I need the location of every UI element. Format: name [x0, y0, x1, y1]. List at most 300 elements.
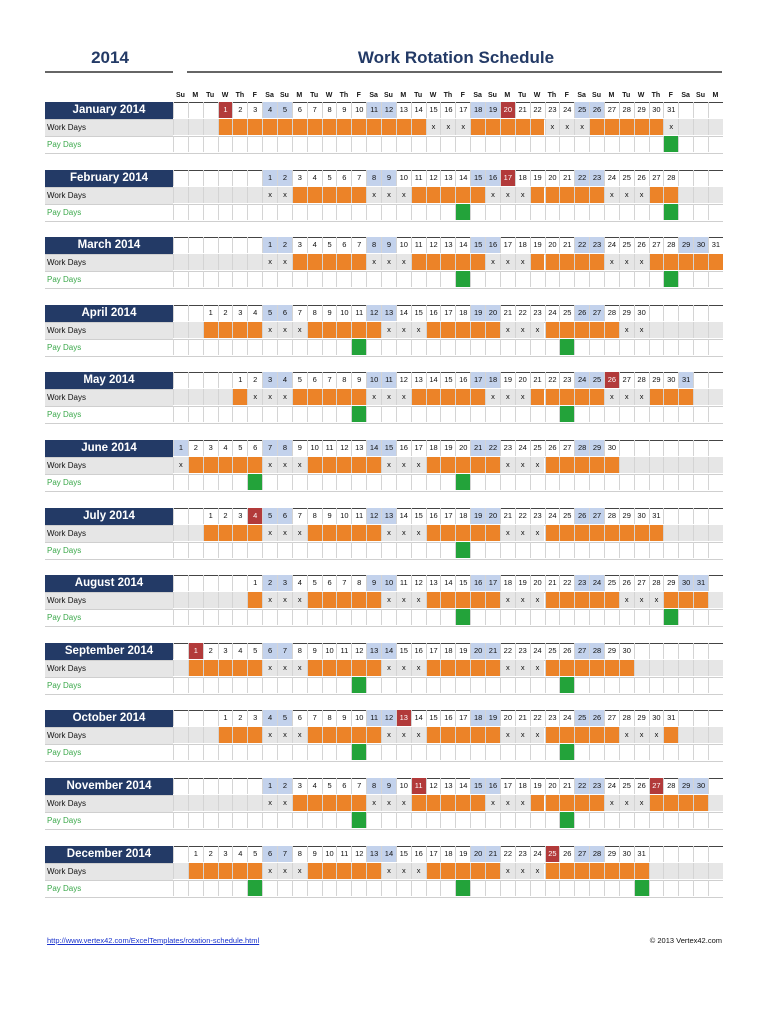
row-divider	[45, 559, 723, 560]
pay-day-cell	[203, 812, 218, 828]
date-cell: 28	[649, 575, 664, 591]
pay-day-cell	[396, 609, 411, 625]
work-day-cell	[307, 389, 322, 405]
work-day-cell	[678, 119, 693, 135]
pay-day-cell	[440, 744, 455, 760]
work-day-cell	[247, 525, 262, 541]
date-cell: 9	[381, 237, 396, 253]
work-day-cell: x	[634, 389, 649, 405]
date-cell: 11	[411, 778, 426, 794]
date-cell: 27	[559, 440, 574, 456]
pay-day-cell	[708, 744, 723, 760]
work-day-cell	[203, 863, 218, 879]
pay-day-cell	[336, 271, 351, 287]
work-day-cell	[351, 525, 366, 541]
day-header: Tu	[206, 92, 215, 99]
pay-day-cell	[440, 542, 455, 558]
date-cell: 21	[470, 440, 485, 456]
date-cell: 17	[455, 710, 470, 726]
pay-day-cell	[574, 880, 589, 896]
pay-day-cell	[411, 542, 426, 558]
work-day-cell: x	[277, 187, 292, 203]
pay-days-label: Pay Days	[47, 680, 82, 690]
work-day-cell	[589, 863, 604, 879]
date-cell	[218, 170, 233, 186]
work-day-cell: x	[515, 322, 530, 338]
work-day-cell: x	[262, 795, 277, 811]
work-days-label: Work Days	[45, 322, 173, 339]
pay-day-cell	[336, 609, 351, 625]
pay-day-cell	[247, 406, 262, 422]
work-day-cell	[322, 457, 337, 473]
work-day-cell	[173, 119, 188, 135]
pay-day-cell	[247, 136, 262, 152]
pay-day-cell	[678, 609, 693, 625]
pay-days-label: Pay Days	[47, 748, 82, 758]
pay-day-cell	[411, 812, 426, 828]
day-header: Sa	[681, 92, 690, 99]
work-day-cell	[470, 187, 485, 203]
pay-day-cell	[173, 271, 188, 287]
work-day-cell	[515, 119, 530, 135]
pay-day-cell	[678, 271, 693, 287]
date-cell	[663, 508, 678, 524]
work-day-cell	[649, 389, 664, 405]
date-cell: 13	[396, 102, 411, 118]
pay-day-cell	[708, 542, 723, 558]
day-header: W	[221, 92, 229, 99]
work-day-cell	[203, 592, 218, 608]
date-cell: 8	[336, 372, 351, 388]
work-day-cell	[470, 660, 485, 676]
work-day-cell	[455, 592, 470, 608]
month-name: July 2014	[45, 508, 173, 525]
day-header: F	[460, 92, 465, 99]
work-day-cell: x	[663, 119, 678, 135]
pay-day-cell	[307, 136, 322, 152]
work-day-cell	[634, 119, 649, 135]
date-cell: 5	[277, 102, 292, 118]
work-day-cell	[188, 863, 203, 879]
date-cell: 8	[292, 846, 307, 862]
work-day-cell	[188, 254, 203, 270]
date-cell: 10	[322, 643, 337, 659]
work-day-cell: x	[619, 322, 634, 338]
pay-day-cell	[366, 339, 381, 355]
work-day-cell: x	[500, 457, 515, 473]
work-day-cell	[351, 254, 366, 270]
date-cell	[188, 778, 203, 794]
date-cell: 17	[411, 440, 426, 456]
month-name: December 2014	[45, 846, 173, 863]
date-cell: 15	[470, 237, 485, 253]
date-cell: 16	[396, 440, 411, 456]
work-day-cell	[188, 457, 203, 473]
pay-day-cell	[545, 880, 560, 896]
pay-day-cell	[411, 677, 426, 693]
pay-day-cell	[322, 744, 337, 760]
date-cell	[173, 102, 188, 118]
date-cell: 14	[426, 372, 441, 388]
date-cell: 10	[307, 440, 322, 456]
work-day-cell	[426, 660, 441, 676]
pay-day-cell	[604, 542, 619, 558]
date-cell: 24	[545, 305, 560, 321]
date-cell: 20	[470, 643, 485, 659]
pay-day-cell	[262, 677, 277, 693]
work-day-cell: x	[173, 457, 188, 473]
date-cell: 13	[366, 643, 381, 659]
date-cell: 15	[396, 643, 411, 659]
pay-day-cell	[663, 271, 678, 287]
pay-day-cell	[619, 474, 634, 490]
date-cell	[708, 305, 723, 321]
date-cell	[173, 778, 188, 794]
pay-day-cell	[485, 744, 500, 760]
date-cell	[247, 237, 262, 253]
pay-day-cell	[307, 812, 322, 828]
pay-day-cell	[545, 474, 560, 490]
date-cell: 27	[604, 102, 619, 118]
work-day-cell: x	[515, 795, 530, 811]
date-cell: 28	[663, 237, 678, 253]
pay-day-cell	[411, 880, 426, 896]
date-cell: 25	[589, 372, 604, 388]
date-cell: 4	[247, 508, 262, 524]
work-day-cell	[663, 592, 678, 608]
pay-day-cell	[574, 744, 589, 760]
work-day-cell: x	[277, 254, 292, 270]
date-cell: 13	[411, 372, 426, 388]
pay-day-cell	[530, 271, 545, 287]
pay-day-cell	[500, 677, 515, 693]
work-day-cell	[336, 322, 351, 338]
date-cell: 29	[649, 372, 664, 388]
day-header: W	[533, 92, 541, 99]
pay-day-cell	[708, 406, 723, 422]
work-day-cell: x	[396, 660, 411, 676]
work-day-cell: x	[381, 525, 396, 541]
date-cell: 29	[619, 508, 634, 524]
pay-day-cell	[455, 271, 470, 287]
date-cell: 21	[485, 643, 500, 659]
work-day-cell	[708, 660, 723, 676]
date-cell: 6	[336, 170, 351, 186]
pay-day-cell	[485, 880, 500, 896]
work-day-cell	[322, 592, 337, 608]
pay-day-cell	[322, 271, 337, 287]
pay-day-cell	[559, 744, 574, 760]
pay-day-cell	[545, 609, 560, 625]
work-day-cell	[351, 187, 366, 203]
row-divider	[45, 423, 723, 424]
date-cell: 12	[396, 372, 411, 388]
work-day-cell	[649, 457, 664, 473]
work-day-cell	[604, 863, 619, 879]
work-day-cell	[218, 863, 233, 879]
date-cell: 15	[381, 440, 396, 456]
date-cell	[678, 710, 693, 726]
work-day-cell	[604, 322, 619, 338]
work-day-cell: x	[619, 389, 634, 405]
work-day-cell	[455, 254, 470, 270]
work-day-cell	[693, 119, 708, 135]
work-day-cell	[559, 727, 574, 743]
work-day-cell	[232, 660, 247, 676]
work-day-cell	[470, 119, 485, 135]
work-day-cell	[426, 525, 441, 541]
date-cell: 19	[470, 508, 485, 524]
pay-day-cell	[426, 812, 441, 828]
pay-day-cell	[203, 880, 218, 896]
work-day-cell	[545, 187, 560, 203]
day-header: Su	[488, 92, 497, 99]
work-day-cell	[232, 457, 247, 473]
pay-day-cell	[604, 339, 619, 355]
work-day-cell: x	[396, 457, 411, 473]
work-day-cell	[203, 322, 218, 338]
work-days-label: Work Days	[45, 727, 173, 744]
pay-day-cell	[440, 339, 455, 355]
work-days-label: Work Days	[45, 119, 173, 136]
pay-day-cell	[396, 204, 411, 220]
day-header: Su	[696, 92, 705, 99]
work-day-cell	[663, 254, 678, 270]
work-day-cell	[322, 187, 337, 203]
pay-days-label: Pay Days	[47, 275, 82, 285]
pay-day-cell	[589, 677, 604, 693]
pay-day-cell	[708, 474, 723, 490]
date-cell	[649, 846, 664, 862]
date-cell	[678, 508, 693, 524]
pay-day-cell	[426, 744, 441, 760]
pay-day-cell	[678, 812, 693, 828]
work-day-cell	[218, 457, 233, 473]
date-cell: 1	[262, 237, 277, 253]
date-cell: 12	[366, 305, 381, 321]
pay-day-cell	[470, 339, 485, 355]
pay-day-cell	[381, 744, 396, 760]
pay-day-cell	[559, 406, 574, 422]
pay-day-cell	[426, 609, 441, 625]
date-cell: 23	[589, 237, 604, 253]
work-day-cell: x	[574, 119, 589, 135]
month-name: September 2014	[45, 643, 173, 660]
date-cell: 20	[470, 846, 485, 862]
date-cell: 18	[515, 778, 530, 794]
date-cell: 21	[559, 778, 574, 794]
pay-day-cell	[262, 880, 277, 896]
pay-day-cell	[307, 271, 322, 287]
date-cell: 5	[307, 575, 322, 591]
date-cell: 29	[634, 710, 649, 726]
date-cell	[188, 372, 203, 388]
pay-day-cell	[307, 406, 322, 422]
pay-day-cell	[530, 406, 545, 422]
work-day-cell	[366, 660, 381, 676]
date-cell: 2	[188, 440, 203, 456]
pay-day-cell	[262, 271, 277, 287]
pay-day-cell	[247, 474, 262, 490]
date-cell: 1	[262, 170, 277, 186]
work-day-cell: x	[545, 119, 560, 135]
date-cell	[693, 508, 708, 524]
date-cell: 20	[515, 372, 530, 388]
date-cell: 7	[277, 846, 292, 862]
date-cell: 24	[559, 710, 574, 726]
date-cell: 17	[426, 643, 441, 659]
date-cell	[173, 508, 188, 524]
work-day-cell	[589, 660, 604, 676]
pay-day-cell	[634, 339, 649, 355]
date-cell	[678, 643, 693, 659]
work-day-cell	[678, 795, 693, 811]
work-day-cell	[574, 660, 589, 676]
pay-day-cell	[292, 406, 307, 422]
pay-day-cell	[545, 812, 560, 828]
work-day-cell	[232, 187, 247, 203]
pay-day-cell	[218, 204, 233, 220]
pay-day-cell	[500, 812, 515, 828]
work-day-cell	[693, 795, 708, 811]
work-day-cell	[232, 592, 247, 608]
pay-day-cell	[292, 542, 307, 558]
pay-day-cell	[530, 339, 545, 355]
work-day-cell: x	[366, 389, 381, 405]
work-day-cell	[351, 863, 366, 879]
pay-day-cell	[440, 204, 455, 220]
work-day-cell	[663, 322, 678, 338]
date-cell: 1	[188, 643, 203, 659]
work-day-cell	[336, 660, 351, 676]
date-cell: 29	[589, 440, 604, 456]
pay-day-cell	[307, 542, 322, 558]
pay-day-cell	[500, 880, 515, 896]
date-cell: 27	[619, 372, 634, 388]
pay-day-cell	[247, 812, 262, 828]
work-day-cell	[455, 457, 470, 473]
date-cell: 8	[366, 170, 381, 186]
work-day-cell	[559, 525, 574, 541]
date-cell: 22	[485, 440, 500, 456]
date-cell: 6	[277, 508, 292, 524]
work-day-cell	[663, 525, 678, 541]
pay-day-cell	[693, 339, 708, 355]
date-cell	[188, 575, 203, 591]
date-cell: 29	[678, 778, 693, 794]
date-cell	[173, 710, 188, 726]
work-day-cell	[589, 795, 604, 811]
work-day-cell	[218, 525, 233, 541]
pay-day-cell	[649, 812, 664, 828]
date-cell: 1	[203, 508, 218, 524]
work-day-cell: x	[277, 863, 292, 879]
work-day-cell	[188, 592, 203, 608]
month-name: February 2014	[45, 170, 173, 187]
work-day-cell	[426, 863, 441, 879]
date-cell: 11	[411, 237, 426, 253]
date-cell: 5	[277, 710, 292, 726]
day-header: Tu	[622, 92, 631, 99]
date-cell: 5	[322, 237, 337, 253]
pay-day-cell	[232, 812, 247, 828]
date-cell: 14	[411, 710, 426, 726]
work-day-cell: x	[411, 863, 426, 879]
date-cell	[218, 237, 233, 253]
work-day-cell	[649, 525, 664, 541]
day-header: Su	[279, 92, 289, 99]
date-cell: 9	[336, 710, 351, 726]
work-day-cell	[203, 457, 218, 473]
date-cell	[188, 170, 203, 186]
work-day-cell: x	[277, 525, 292, 541]
work-day-cell: x	[396, 795, 411, 811]
work-day-cell	[247, 187, 262, 203]
work-day-cell	[351, 592, 366, 608]
pay-day-cell	[663, 609, 678, 625]
pay-day-cell	[232, 880, 247, 896]
pay-day-cell	[619, 271, 634, 287]
work-day-cell	[693, 660, 708, 676]
work-day-cell	[426, 457, 441, 473]
date-cell: 15	[426, 102, 441, 118]
date-cell: 27	[649, 778, 664, 794]
work-day-cell: x	[500, 660, 515, 676]
pay-day-cell	[351, 812, 366, 828]
work-day-cell: x	[500, 525, 515, 541]
pay-day-cell	[515, 812, 530, 828]
date-cell: 17	[440, 508, 455, 524]
work-day-cell: x	[262, 322, 277, 338]
pay-day-cell	[500, 406, 515, 422]
date-cell: 9	[292, 440, 307, 456]
date-cell: 27	[574, 643, 589, 659]
date-cell: 20	[485, 508, 500, 524]
pay-day-cell	[173, 136, 188, 152]
pay-day-cell	[277, 880, 292, 896]
date-cell	[693, 372, 708, 388]
pay-days-label: Pay Days	[47, 545, 82, 555]
date-cell: 30	[649, 710, 664, 726]
work-day-cell	[203, 119, 218, 135]
pay-day-cell	[218, 880, 233, 896]
pay-day-cell	[663, 744, 678, 760]
pay-day-cell	[530, 204, 545, 220]
work-day-cell: x	[634, 254, 649, 270]
work-day-cell	[678, 187, 693, 203]
date-cell: 4	[232, 643, 247, 659]
work-day-cell	[247, 727, 262, 743]
date-cell: 17	[426, 846, 441, 862]
date-cell: 12	[426, 237, 441, 253]
work-day-cell	[351, 457, 366, 473]
date-cell: 6	[292, 102, 307, 118]
work-day-cell	[351, 389, 366, 405]
pay-day-cell	[351, 677, 366, 693]
date-cell	[708, 778, 723, 794]
date-cell: 9	[351, 372, 366, 388]
work-day-cell	[440, 389, 455, 405]
pay-day-cell	[663, 677, 678, 693]
work-day-cell: x	[500, 863, 515, 879]
work-day-cell	[351, 322, 366, 338]
date-cell: 11	[381, 372, 396, 388]
template-link[interactable]: http://www.vertex42.com/ExcelTemplates/rotation-schedule.html	[47, 936, 260, 945]
date-cell: 19	[515, 575, 530, 591]
work-day-cell	[322, 660, 337, 676]
pay-day-cell	[589, 271, 604, 287]
work-day-cell	[336, 119, 351, 135]
